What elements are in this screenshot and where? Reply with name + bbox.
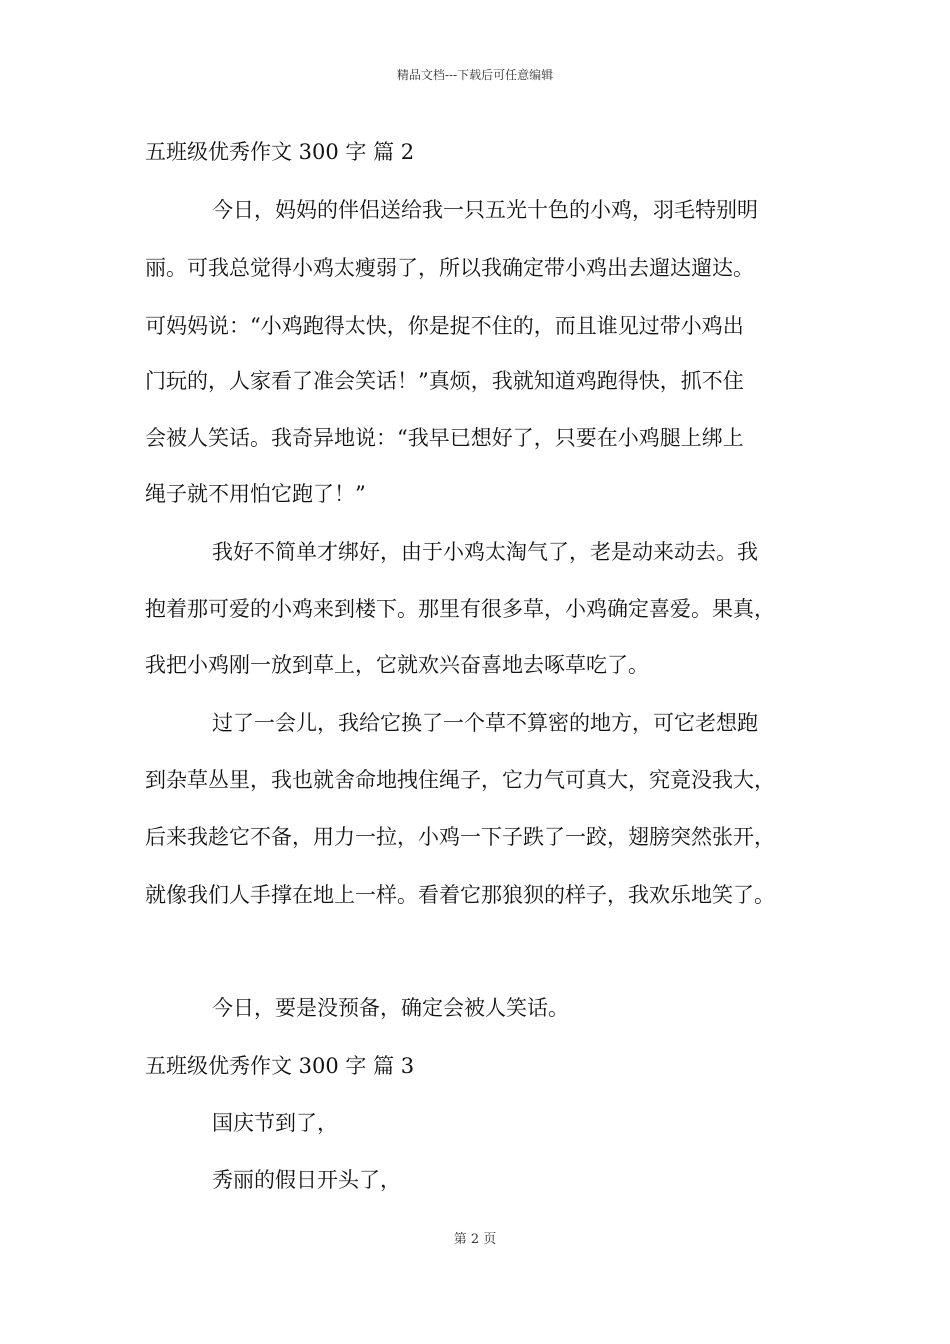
- paragraph-line: 到杂草丛里，我也就舍命地拽住绳子，它力气可真大，究竟没我大，: [145, 768, 775, 792]
- paragraph-line: 绳子就不用怕它跑了！”: [145, 482, 366, 506]
- section-title-2: 五班级优秀作文 300 字 篇 2: [145, 140, 415, 164]
- paragraph-line: 过了一会儿，我给它换了一个草不算密的地方，可它老想跑: [212, 711, 758, 735]
- paragraph-line: 我把小鸡刚一放到草上，它就欢兴奋喜地去啄草吃了。: [145, 653, 649, 677]
- page-number: 第 2 页: [453, 1232, 497, 1247]
- paragraph-line: 今日，妈妈的伴侣送给我一只五光十色的小鸡，羽毛特别明: [212, 198, 758, 222]
- paragraph-line: 国庆节到了，: [212, 1111, 338, 1135]
- paragraph-line: 就像我们人手撑在地上一样。看着它那狼狈的样子，我欢乐地笑了。: [145, 883, 775, 907]
- paragraph-line: 会被人笑话。我奇异地说：“我早已想好了，只要在小鸡腿上绑上: [145, 426, 744, 450]
- section-title-3: 五班级优秀作文 300 字 篇 3: [145, 1054, 415, 1078]
- page-header: 精品文档---下载后可任意编辑: [396, 68, 554, 82]
- paragraph-line: 我好不简单才绑好，由于小鸡太淘气了，老是动来动去。我: [212, 540, 758, 564]
- paragraph-line: 后来我趁它不备，用力一拉，小鸡一下子跌了一跤，翅膀突然张开，: [145, 825, 775, 849]
- paragraph-line: 今日，要是没预备，确定会被人笑话。: [212, 996, 569, 1020]
- paragraph-line: 秀丽的假日开头了，: [212, 1168, 401, 1192]
- paragraph-line: 门玩的，人家看了准会笑话！”真烦，我就知道鸡跑得快，抓不住: [145, 369, 744, 393]
- paragraph-line: 抱着那可爱的小鸡来到楼下。那里有很多草，小鸡确定喜爱。果真，: [145, 597, 775, 621]
- paragraph-line: 丽。可我总觉得小鸡太瘦弱了，所以我确定带小鸡出去遛达遛达。: [145, 256, 754, 280]
- paragraph-line: 可妈妈说：“小鸡跑得太快，你是捉不住的，而且谁见过带小鸡出: [145, 314, 744, 338]
